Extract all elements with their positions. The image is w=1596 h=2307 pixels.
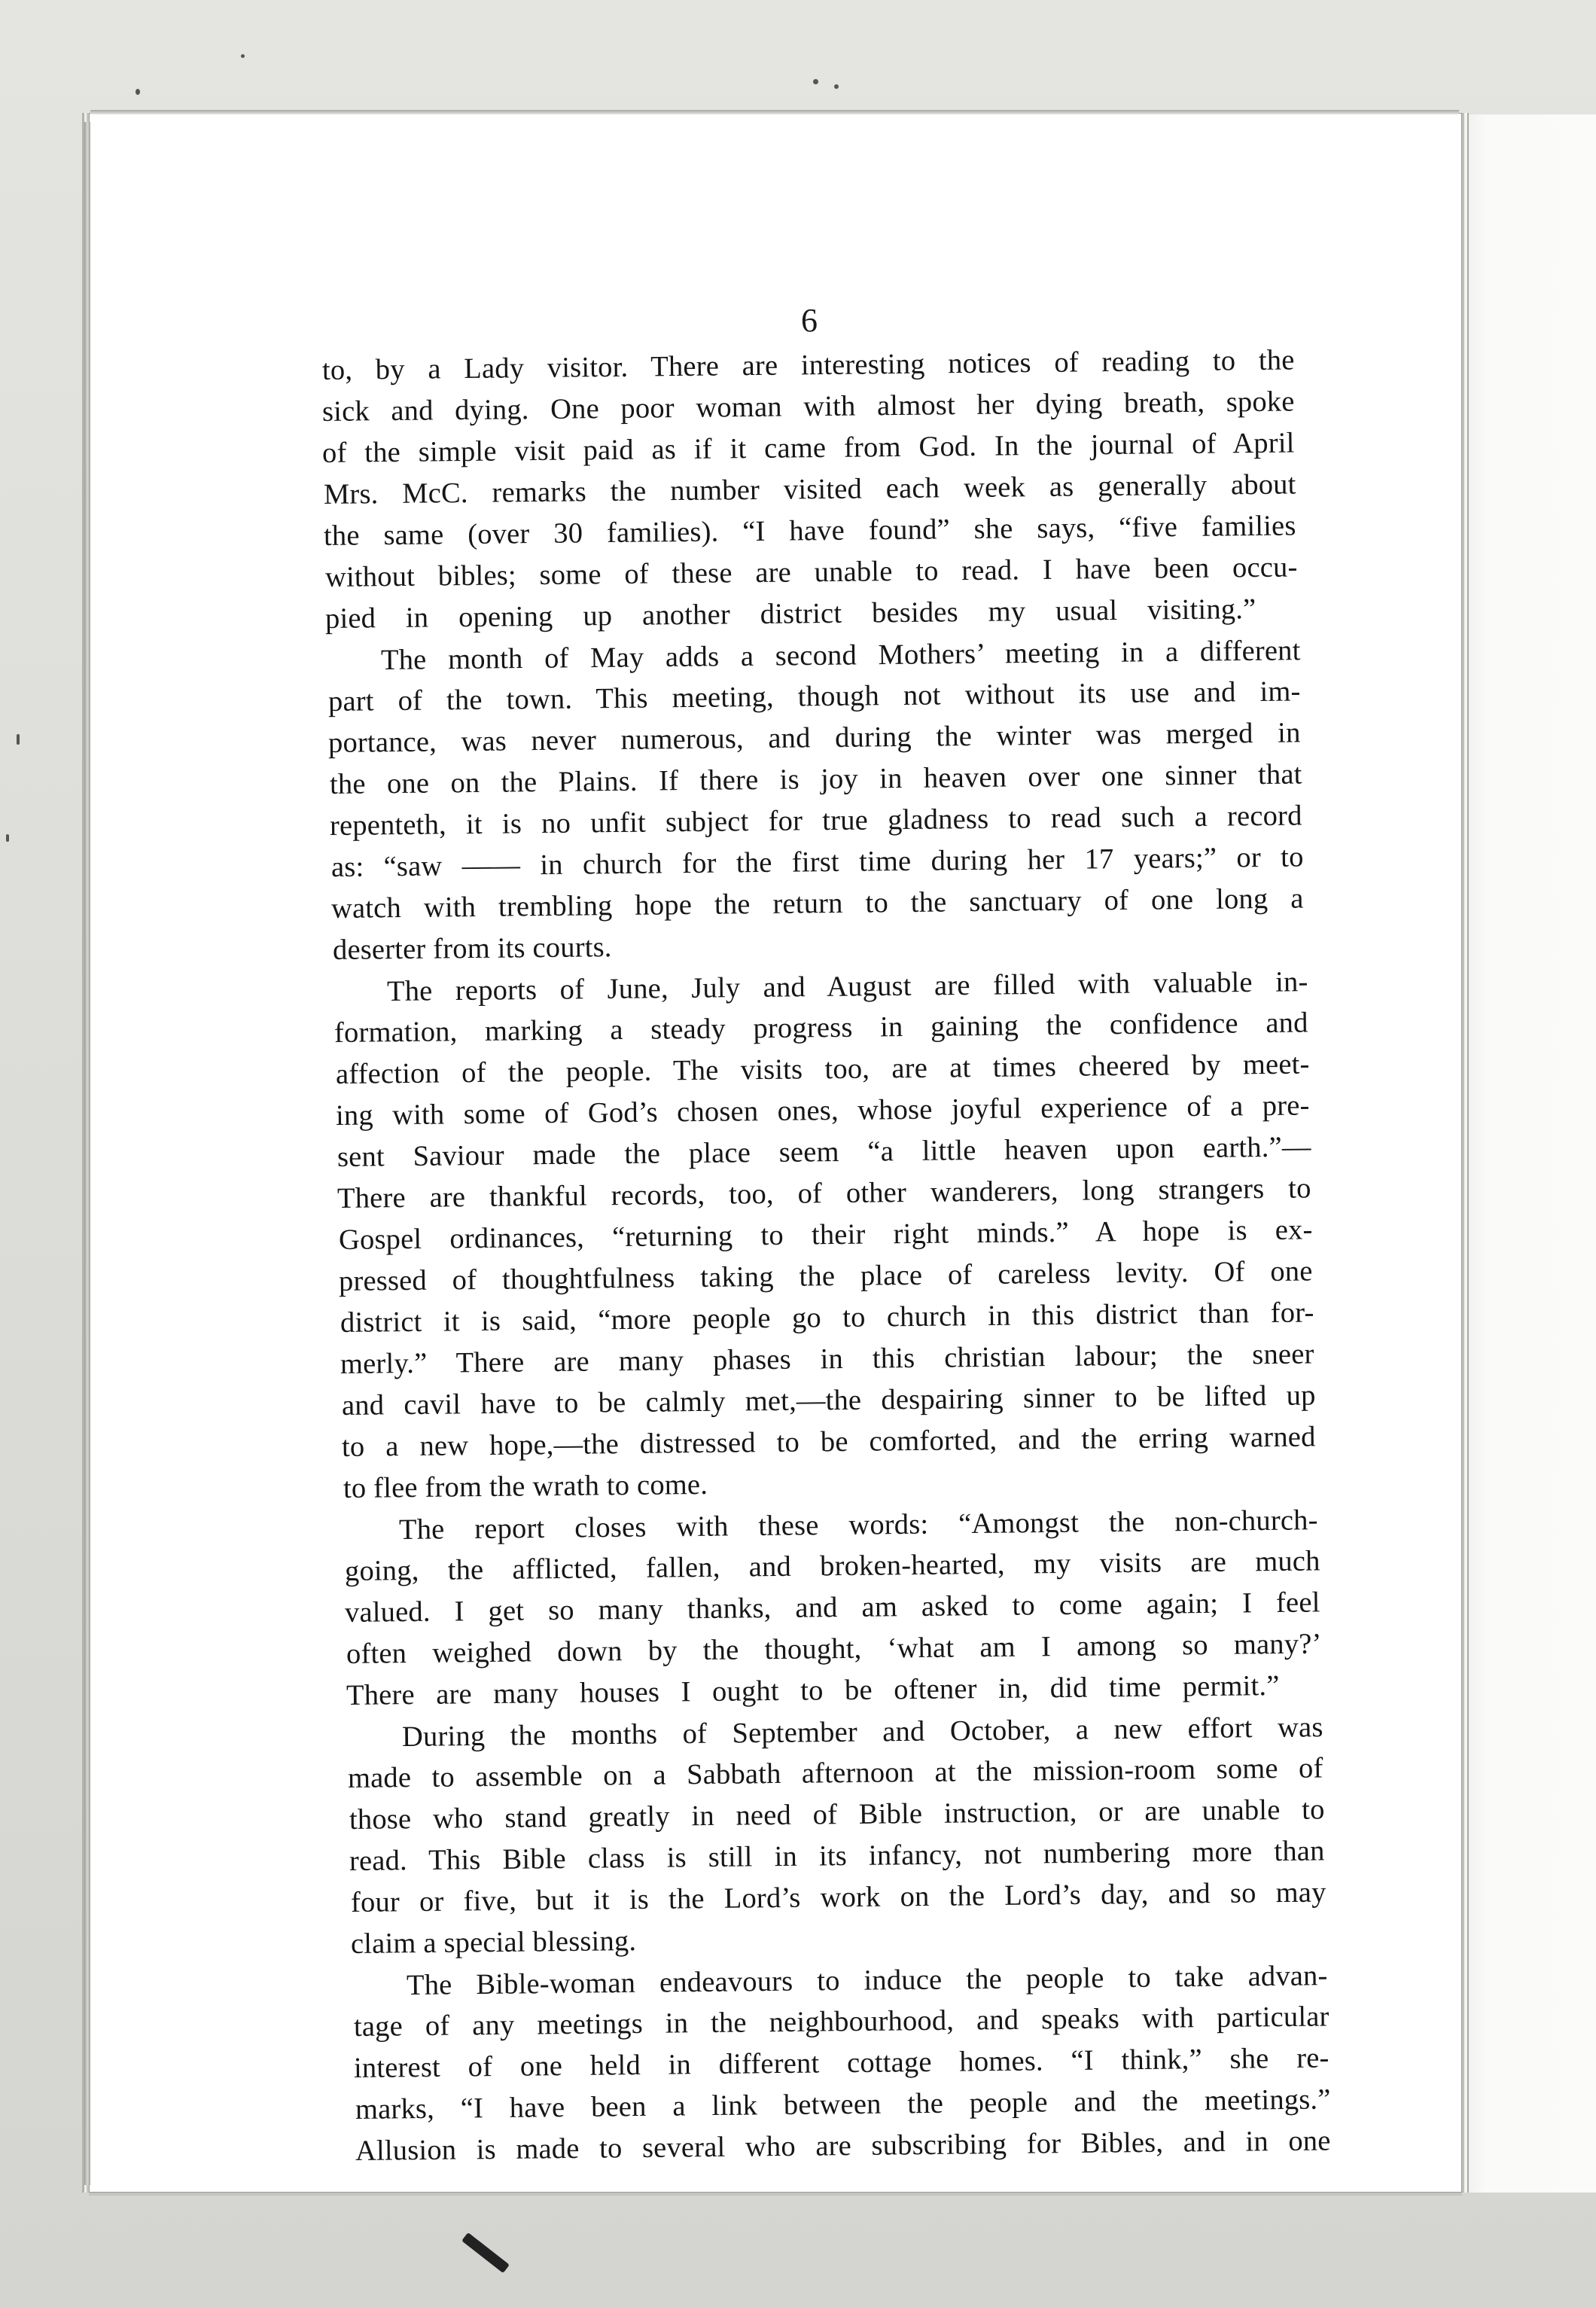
text-line: watch with trembling hope the return to the sanctuary of one long a — [330, 882, 1304, 925]
text-line: read. This Bible class is still in its infancy, not numbering more than — [349, 1835, 1325, 1877]
text-line: The Bible-woman endeavours to induce the people to take advan- — [406, 1960, 1328, 2001]
text-line: the same (over 30 families). “I have found” she says, “five families — [323, 510, 1296, 552]
text-line: Mrs. McC. remarks the number visited each week as generally about — [323, 468, 1296, 510]
text-line: district it is said, “more people go to church in this district than for- — [340, 1297, 1314, 1339]
text-line: interest of one held in different cottage homes. “I think,” she re- — [353, 2042, 1329, 2084]
text-line: affection of the people. The visits too, are at times cheered by meet- — [335, 1048, 1310, 1090]
text-line: pied in opening up another district besides my usual visiting.” — [324, 593, 1256, 635]
text-line: claim a special blessing. — [350, 1925, 637, 1960]
text-line: repenteth, it is no unfit subject for true gladness to read such a record — [329, 800, 1302, 842]
text-line: During the months of September and October, a new effort was — [401, 1711, 1323, 1753]
text-line: The reports of June, July and August are filled with valuable in- — [386, 966, 1308, 1007]
text-line: pressed of thoughtfulness taking the place of careless levity. Of one — [338, 1255, 1313, 1297]
text-line: formation, marking a steady progress in gaining the confidence and — [334, 1007, 1308, 1049]
text-line: and cavil have to be calmly met,—the despairing sinner to be lifted up — [341, 1379, 1316, 1422]
text-line: tage of any meetings in the neighbourhood, and speaks with particular — [353, 2001, 1329, 2043]
text-line: the one on the Plains. If there is joy in heaven over one sinner that — [329, 758, 1302, 800]
text-line: often weighed down by the thought, ‘what am I among so many?’ — [346, 1628, 1322, 1670]
page-number: 6 — [801, 302, 818, 339]
text-line: made to assemble on a Sabbath afternoon at the mission-room some of — [347, 1752, 1323, 1794]
text-line: The report closes with these words: “Amongst the non-church- — [398, 1504, 1318, 1546]
text-line: Gospel ordinances, “returning to their right minds.” A hope is ex- — [338, 1214, 1313, 1256]
text-line: merly.” There are many phases in this christian labour; the sneer — [340, 1338, 1314, 1380]
text-line: to flee from the wrath to come. — [343, 1468, 708, 1504]
text-line: ing with some of God’s chosen ones, whose joyful experience of a pre- — [335, 1090, 1310, 1132]
text-line: without bibles; some of these are unable to read. I have been occu- — [324, 551, 1298, 593]
text-line: of the simple visit paid as if it came from God. In the journal of April — [321, 427, 1295, 469]
text-line: The month of May adds a second Mothers’ meeting in a different — [380, 635, 1301, 676]
text-line: four or five, but it is the Lord’s work on the Lord’s day, and so may — [350, 1876, 1326, 1918]
text-line: There are thankful records, too, of other wanderers, long strangers to — [337, 1172, 1311, 1214]
text-line: There are many houses I ought to be oftener in, did time permit.” — [346, 1670, 1280, 1711]
text-line: valued. I get so many thanks, and am asked to come again; I feel — [344, 1586, 1320, 1629]
text-line: as: “saw —— in church for the first time during her 17 years;” or to — [330, 841, 1304, 883]
text-line: sick and dying. One poor woman with almost her dying breath, spoke — [321, 386, 1295, 428]
text-line: marks, “I have been a link between the people and the meetings.” — [355, 2083, 1331, 2126]
text-line: sent Saviour made the place seem “a little heaven upon earth.”— — [337, 1131, 1311, 1173]
text-line: to, by a Lady visitor. There are interesting notices of reading to the — [321, 344, 1295, 386]
text-line: deserter from its courts. — [332, 931, 612, 966]
text-line: part of the town. This meeting, though not without its use and im- — [327, 675, 1301, 718]
text-line: going, the afflicted, fallen, and broken-hearted, my visits are much — [344, 1545, 1320, 1587]
text-line: those who stand greatly in need of Bible instruction, or are unable to — [349, 1793, 1325, 1836]
text-line: Allusion is made to several who are subscribing for Bibles, and in one — [355, 2125, 1331, 2167]
text-line: portance, was never numerous, and during the winter was merged in — [327, 717, 1301, 759]
text-line: to a new hope,—the distressed to be comforted, and the erring warned — [341, 1421, 1316, 1463]
